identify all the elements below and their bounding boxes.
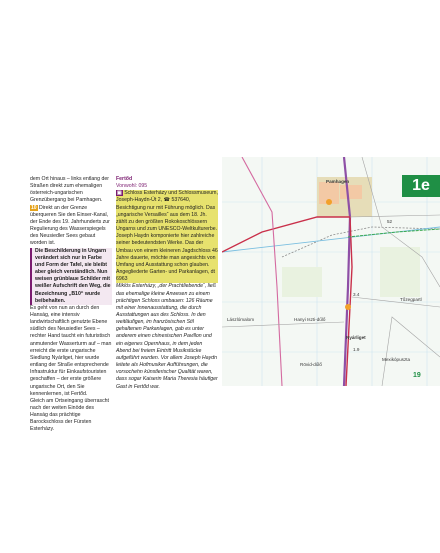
sight-entry: [116, 190, 218, 283]
map-label-tozegpart: Tőzegpartl: [400, 297, 422, 302]
town-heading: Fertőd: [116, 176, 133, 182]
map-label-lasztomalom: Lászlómalom: [227, 317, 255, 322]
waypoint-marker: [326, 199, 332, 205]
waypoint-number: 10: [31, 204, 37, 211]
page-number: 19: [413, 372, 421, 379]
road-number: 3.4: [353, 292, 360, 297]
signage-callout: Die Beschilderung in Ungarn verändert sich nur in Farbe und Form der Tafel, sie bleibt aber gleich verständlich. Nun weisen grünblaue Schilder mit weißer Aufschrift den Weg, die Bezeichnung „B10“ wurde beibehalten.: [30, 248, 112, 305]
road-number: 52: [387, 219, 393, 224]
museum-icon: ▣: [117, 190, 122, 197]
paragraph: Es geht von nun an durch den Hanság, eine intensiv landwirtschaftlich genutzte Ebene südlich des Neusiedler Sees – rechter Hand taucht ein futuristisch anmutender Wasserturm auf – man erreicht die erste ungarische Siedlung Nyárliget, hier wurde entlang der Straße entsprechende Infrastruktur für Einkaufstouristen geschaffen – der erste größere ungarische Ort, den Sie kennenlernen, ist Fertőd.: [30, 304, 112, 397]
road-number: 1.9: [353, 347, 360, 352]
paragraph-einser-kanal: [30, 205, 112, 248]
text-column-left: [30, 176, 112, 434]
map-label-rovid: Rövid-dűlő: [300, 362, 322, 367]
map-section-tab: 1e: [402, 175, 440, 197]
paragraph: Gleich am Ortseingang überrascht nach der weiten Einöde des Hanság das prächtige Barockschloss der Fürsten Esterházy.: [30, 397, 110, 433]
area-code: Vonwohl: 095: [116, 183, 148, 190]
paragraph-text: Direkt an der Grenze überqueren Sie den Einser-Kanal, der Ende des 19. Jahrhunderts zur Regulierung des Wasserspiegels des Neusiedler Sees gebaut worden ist.: [30, 204, 110, 247]
paragraph: dem Ort hinaus – links entlang der Straßen direkt zum ehemaligen österreich-ungarischen Grenzübergang bei Pamhagen.: [30, 176, 110, 204]
text-column-right: [116, 176, 218, 391]
sight-entry-text: Schloss Esterházy und Schlossmuseum, Joseph-Haydn-Út 2, ☎ 537640, Besichtigung nur mit Führung möglich. Das „ungarische Versailles“ aus dem 18. Jh. zählt zu den größten Rokokoschlössern Ungarns und zum UNESCO-Weltkulturerbe. Joseph Haydn komponierte hier zahlreiche seiner bedeutendsten Werke. Das der Umbau von einem kleineren Jagdschloss 46 Jahre dauerte, möchte man angesichts von Umfang und Ausstattung schon glauben. Angegliederte Garten- und Parkanlagen, dt 6963: [116, 190, 218, 283]
map-label-pamhagen: Pamhagen: [326, 179, 350, 184]
map-label-mexiko: Mexikópuszta: [382, 357, 411, 362]
map-label-nyarliget: Nyárliget: [346, 335, 366, 340]
map-label-hanyi: Hanyi Iszti-dűlő: [294, 317, 326, 322]
history-text: Miklós Esterházy, „der Prachtliebende“, ließ das ehemalige kleine Anwesen zu einem prächtigen Schloss umbauen: 126 Räume mit einer Innenausstattung, die durch Ausstattungen aus des Schloss. In den weitläufigen, im französischen Stil gehaltenen Parkanlagen, gab es unter anderem einen chinesischen Pavillon und ein eigenes Opernhaus, in dem jeden Abend bei freiem Eintritt Musikstücke aufgeführt wurden. Vor allem Joseph Haydn leitete als Hofmusiker Aufführungen, die vorsochehn künstlerischer Qualität waren, dass sogar Kaiserin Maria Theresia häufiger Gast in Fertőd war.: [116, 283, 218, 390]
